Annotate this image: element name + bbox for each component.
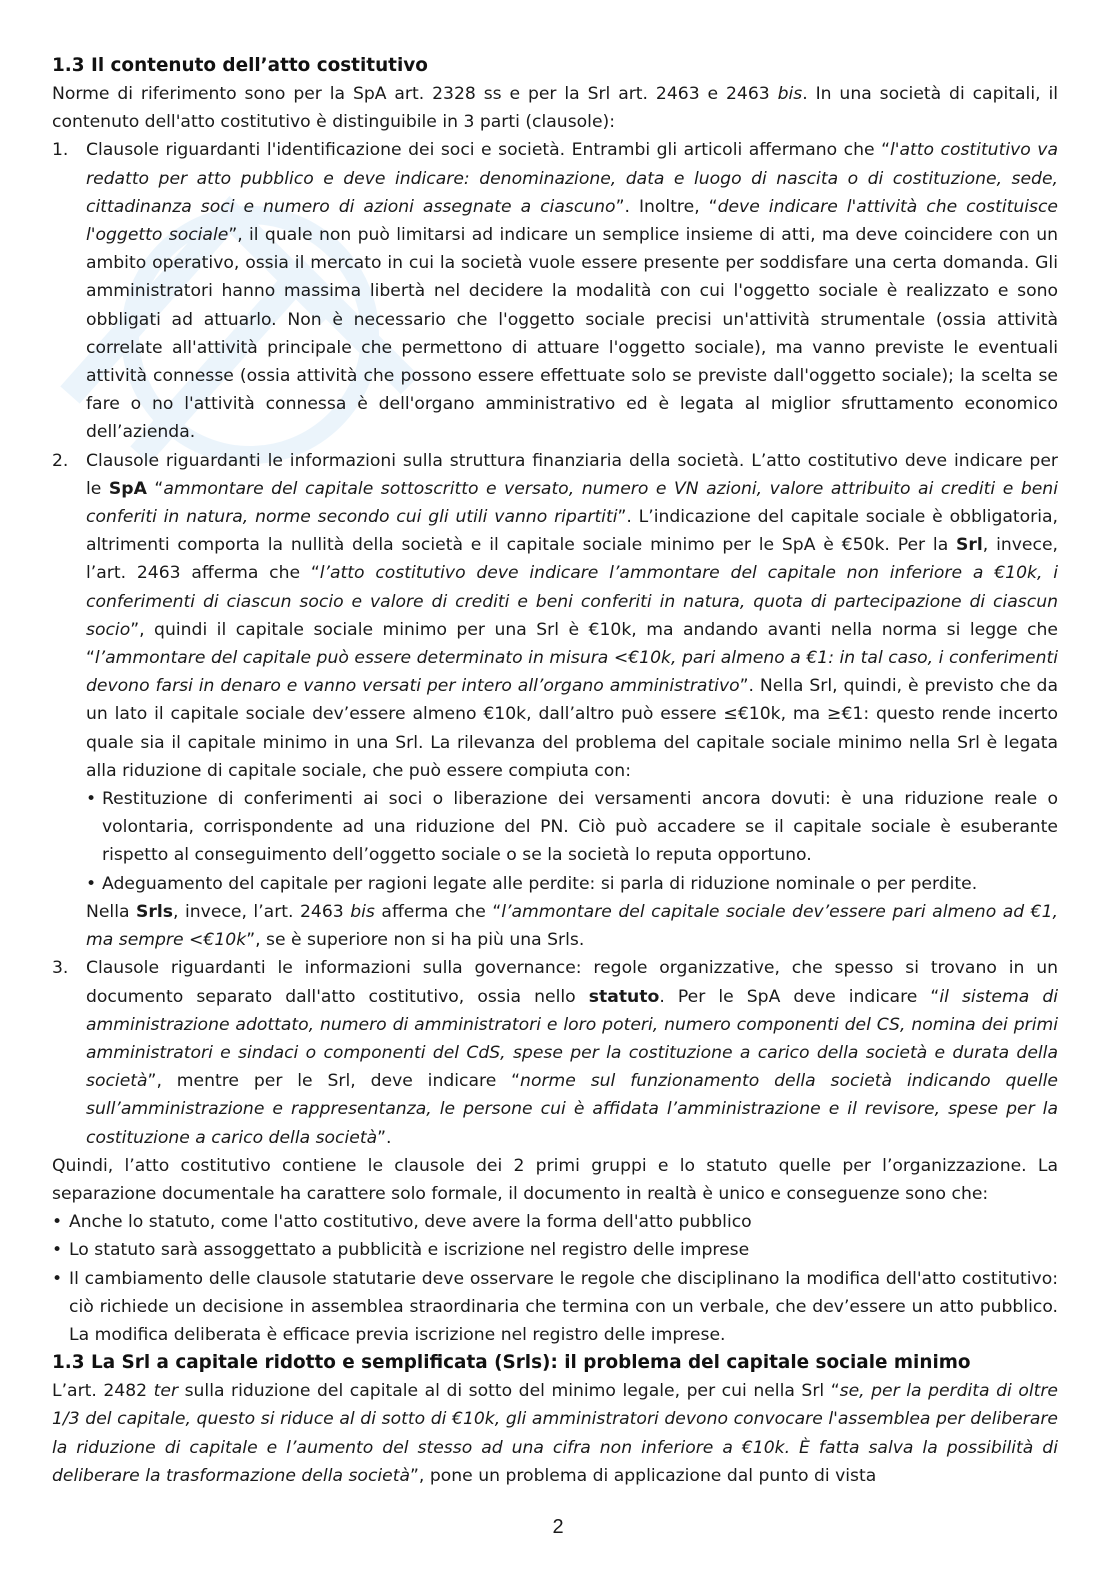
section-title: 1.3 Il contenuto dell’atto costitutivo	[52, 55, 428, 76]
bullet-item: • Lo statuto sarà assoggettato a pubblicità e iscrizione nel registro delle imprese	[52, 1240, 750, 1261]
numbered-item-1: 1. Clausole riguardanti l'identificazione dei soci e società. Entrambi gli articoli affermano che “l'atto costitutivo va redatto per atto pubblico e deve indicare: denominazione, data e luogo di nascita o di costituzione, sede, cittadinanza soci e numero di azioni assegnate a ciascuno”. Inoltre, “deve indicare l'attività che costituisce l'oggetto sociale”, il quale non può limitarsi ad indicare un semplice insieme di atti, ma deve coincidere con un ambito operativo, ossia il mercato in cui la società vuole essere presente per soddisfare una certa domanda. Gli amministratori hanno massima libertà nel decidere la modalità con cui l'oggetto sociale è realizzato e sono obbligati ad attuarlo. Non è necessario che l'oggetto sociale precisi un'attività strumentale (ossia attività correlate all'attività principale che permettono di attuare l'oggetto sociale), ma vanno previste le eventuali attività connesse (ossia attività che possono essere effettuate solo se previste dall'oggetto sociale); la scelta se fare o no l'attività connessa è dell'organo amministrativo ed è legata al miglior sfruttamento economico dell’azienda.	[52, 140, 1058, 443]
intro-paragraph: Norme di riferimento sono per la SpA art. 2328 ss e per la Srl art. 2463 e 2463 bis. In una società di capitali, il contenuto dell'atto costitutivo è distinguibile in 3 parti (clausole):	[52, 84, 1058, 133]
numbered-item-3: 3. Clausole riguardanti le informazioni sulla governance: regole organizzative, che spesso si trovano in un documento separato dall'atto costitutivo, ossia nello statuto. Per le SpA deve indicare “il sistema di amministrazione adottato, numero di amministratori e loro poteri, numero componenti del CS, nomina dei primi amministratori e sindaci o componenti del CdS, spese per la costituzione a carico della società e durata della società”, mentre per le Srl, deve indicare “norme sul funzionamento della società indicando quelle sull’amministrazione e rappresentanza, le persone cui è affidata l’amministrazione e il revisore, spese per la costituzione a carico della società”.	[52, 958, 1058, 1148]
bullet-item: • Il cambiamento delle clausole statutarie deve osservare le regole che disciplinano la modifica dell'atto costitutivo: ciò richiede un decisione in assemblea straordinaria che termina con un verbale, che dev’essere un atto pubblico. La modifica deliberata è efficace previa iscrizione nel registro delle imprese.	[52, 1268, 1058, 1345]
section2-paragraph: L’art. 2482 ter sulla riduzione del capitale al di sotto del minimo legale, per cui nella Srl “se, per la perdita di oltre 1/3 del capitale, questo si riduce al di sotto di €10k, gli amministratori devono convocare l'assemblea per deliberare la riduzione di capitale e l’aumento del stesso ad una cifra non inferiore a €10k. È fatta salva la possibilità di deliberare la trasformazione della società”, pone un problema di applicazione dal punto di vista	[52, 1381, 1058, 1486]
bullet-item: • Anche lo statuto, come l'atto costitutivo, deve avere la forma dell'atto pubblico	[52, 1212, 752, 1233]
page-number: 2	[552, 1516, 564, 1538]
numbered-item-2: 2. Clausole riguardanti le informazioni sulla struttura finanziaria della società. L’atto costitutivo deve indicare per le SpA “ammontare del capitale sottoscritto e versato, numero e VN azioni, valore attribuito ai crediti e beni conferiti in natura, norme secondo cui gli utili vanno ripartiti”. L’indicazione del capitale sociale è obbligatoria, altrimenti comporta la nullità della società e il capitale sociale minimo per le SpA è €50k. Per la Srl, invece, l’art. 2463 afferma che “l’atto costitutivo deve indicare l’ammontare del capitale non inferiore a €10k, i conferimenti di ciascun socio e valore di crediti e beni conferiti in natura, quota di partecipazione di ciascun socio”, quindi il capitale sociale minimo per una Srl è €10k, ma andando avanti nella norma si legge che “l’ammontare del capitale può essere determinato in misura <€10k, pari almeno a €1: in tal caso, i conferimenti devono farsi in denaro e vanno versati per intero all’organo amministrativo”. Nella Srl, quindi, è previsto che da un lato il capitale sociale dev’essere almeno €10k, dall’altro può essere ≤€10k, ma ≥€1: questo rende incerto quale sia il capitale minimo in una Srl. La rilevanza del problema del capitale sociale minimo nella Srl è legata alla riduzione di capitale sociale, che può essere compiuta con: • Restituzione di conferimenti ai soci o liberazione dei versamenti ancora dovuti: è una riduzione reale o volontaria, corrispondente ad una riduzione del PN. Ciò può accadere se il capitale sociale è esuberante rispetto al conseguimento dell’oggetto sociale o se la società lo reputa opportuno. • Adeguamento del capitale per ragioni legate alle perdite: si parla di riduzione nominale o per perdite. Nella Srls, invece, l’art. 2463 bis afferma che “l’ammontare del capitale sociale dev’essere pari almeno ad €1, ma sempre <€10k”, se è superiore non si ha più una Srls.	[52, 450, 1059, 951]
document-page	[52, 52, 1058, 1490]
conclusion-paragraph: Quindi, l’atto costitutivo contiene le clausole dei 2 primi gruppi e lo statuto quelle per l’organizzazione. La separazione documentale ha carattere solo formale, il documento in realtà è unico e conseguenze sono che:	[52, 1155, 1058, 1204]
sub-bullet: • Restituzione di conferimenti ai soci o liberazione dei versamenti ancora dovuti: è una riduzione reale o volontaria, corrispondente ad una riduzione del PN. Ciò può accadere se il capitale sociale è esuberante rispetto al conseguimento dell’oggetto sociale o se la società lo reputa opportuno.	[86, 789, 1058, 866]
sub-bullet: • Adeguamento del capitale per ragioni legate alle perdite: si parla di riduzione nominale o per perdite.	[86, 873, 978, 894]
section-title: 1.3 La Srl a capitale ridotto e semplificata (Srls): il problema del capitale sociale minimo	[52, 1352, 971, 1374]
